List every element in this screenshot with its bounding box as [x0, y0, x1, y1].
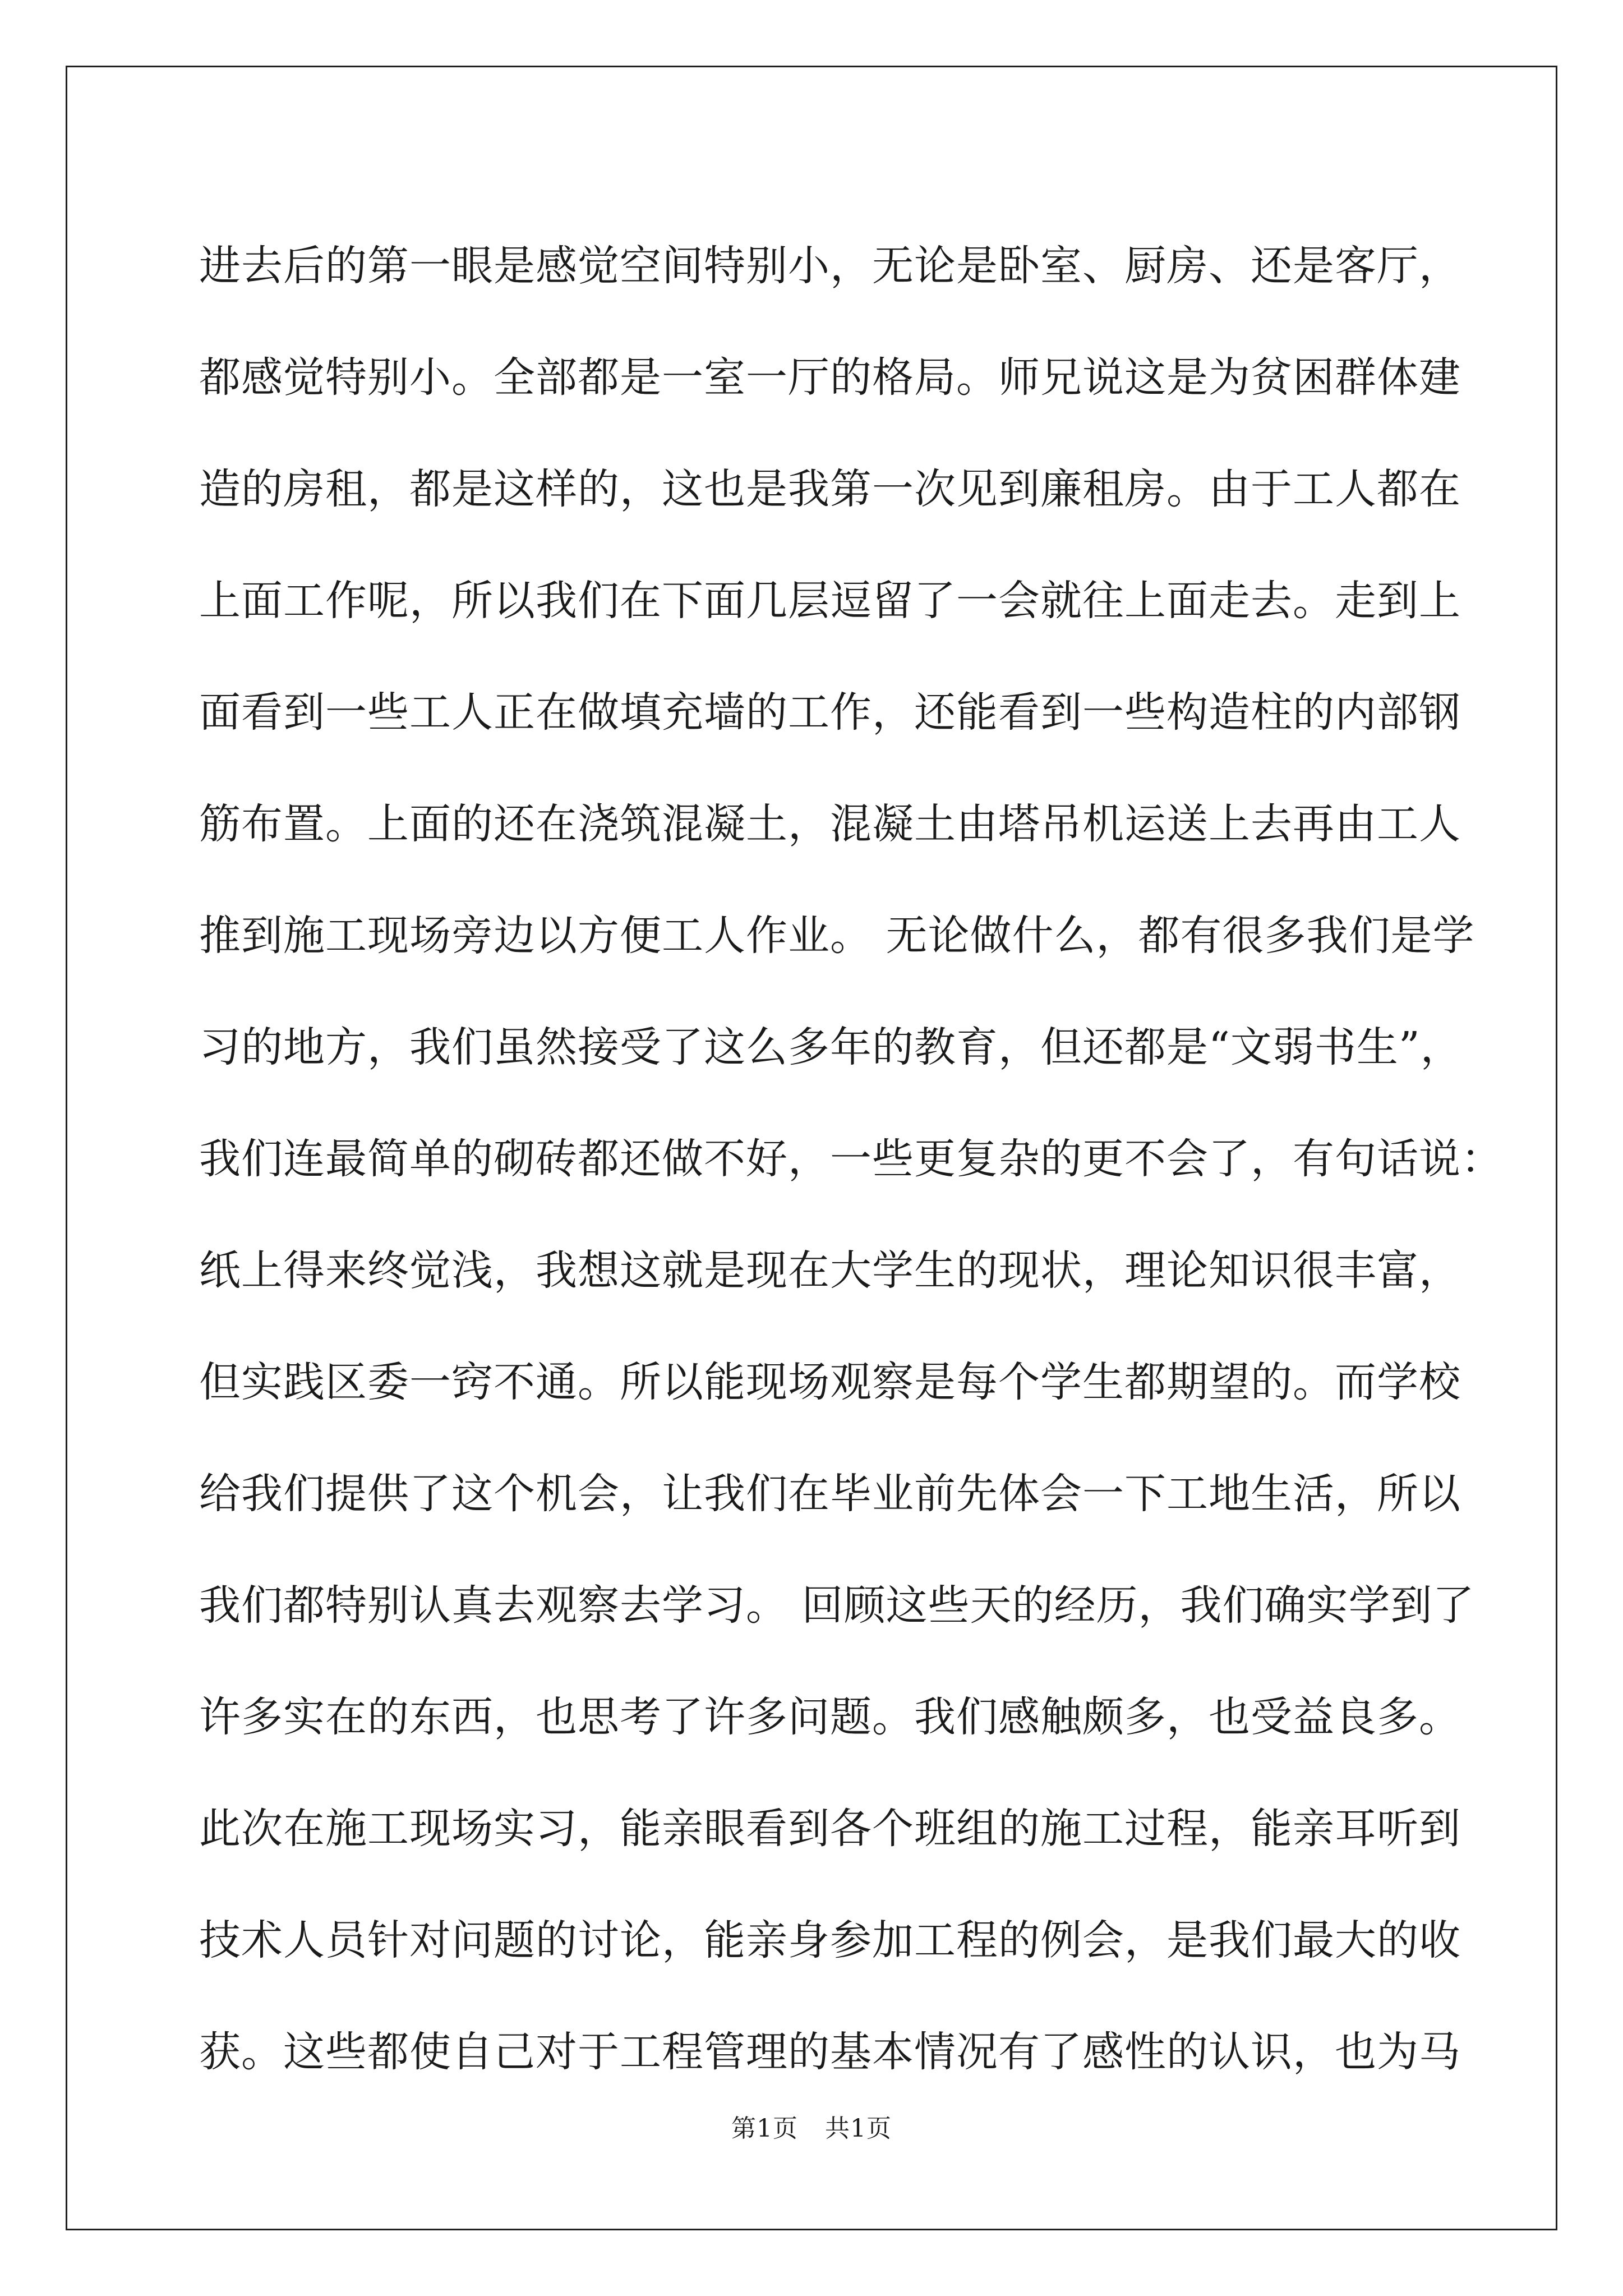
text-line: 给我们提供了这个机会，让我们在毕业前先体会一下工地生活，所以 — [199, 1470, 1461, 1518]
page-total: 共1页 — [825, 2114, 892, 2143]
text-line: 此次在施工现场实习，能亲眼看到各个班组的施工过程，能亲耳听到 — [199, 1805, 1461, 1853]
text-line: 许多实在的东西，也思考了许多问题。我们感触颇多，也受益良多。 — [199, 1693, 1461, 1741]
text-line: 上面工作呢，所以我们在下面几层逗留了一会就往上面走去。走到上 — [199, 577, 1461, 625]
text-line: 都感觉特别小。全部都是一室一厅的格局。师兄说这是为贫困群体建 — [199, 353, 1461, 402]
document-body — [199, 210, 1503, 2108]
page-footer — [0, 2112, 1623, 2146]
text-line: 习的地方，我们虽然接受了这么多年的教育，但还都是“文弱书生”， — [199, 1023, 1463, 1071]
text-line: 我们都特别认真去观察去学习。 回顾这些天的经历，我们确实学到了 — [199, 1581, 1475, 1630]
text-line: 造的房租，都是这样的，这也是我第一次见到廉租房。由于工人都在 — [199, 465, 1461, 513]
text-line: 纸上得来终觉浅，我想这就是现在大学生的现状，理论知识很丰富， — [199, 1246, 1461, 1295]
text-line: 筋布置。上面的还在浇筑混凝土，混凝土由塔吊机运送上去再由工人 — [199, 800, 1461, 848]
page-number: 第1页 — [731, 2114, 798, 2143]
text-line: 我们连最简单的砌砖都还做不好，一些更复杂的更不会了，有句话说： — [199, 1135, 1503, 1183]
text-line: 技术人员针对问题的讨论，能亲身参加工程的例会，是我们最大的收 — [199, 1916, 1461, 1964]
text-line: 获。这些都使自己对于工程管理的基本情况有了感性的认识，也为马 — [199, 2028, 1461, 2076]
text-line: 面看到一些工人正在做填充墙的工作，还能看到一些构造柱的内部钢 — [199, 688, 1461, 737]
text-line: 推到施工现场旁边以方便工人作业。 无论做什么，都有很多我们是学 — [199, 912, 1475, 960]
text-line: 但实践区委一窍不通。所以能现场观察是每个学生都期望的。而学校 — [199, 1358, 1461, 1406]
text-line: 进去后的第一眼是感觉空间特别小，无论是卧室、厨房、还是客厅， — [199, 242, 1461, 290]
